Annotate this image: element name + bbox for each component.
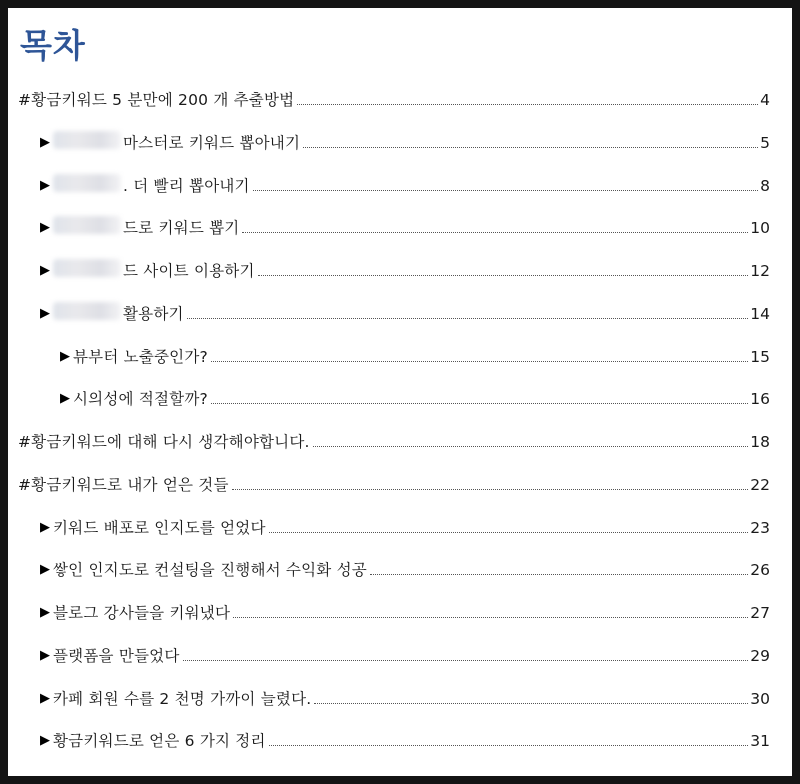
toc-page-number: 29 <box>750 646 770 665</box>
toc-entry[interactable] <box>8 84 792 110</box>
toc-entry-title: 키워드 배포로 인지도를 얻었다 <box>53 518 266 537</box>
toc-entry[interactable] <box>8 298 792 324</box>
dot-leader <box>233 617 748 618</box>
toc-page-number: 26 <box>750 561 770 580</box>
toc-entry[interactable] <box>8 212 792 238</box>
dot-leader <box>211 361 748 362</box>
toc-page-number: 27 <box>750 604 770 622</box>
toc-entry[interactable] <box>8 127 792 153</box>
toc-page-number: 16 <box>750 390 770 409</box>
toc-entry[interactable] <box>8 554 792 580</box>
toc-page-number: 22 <box>750 475 770 494</box>
dot-leader <box>269 532 749 533</box>
toc-entry-title: 드 사이트 이용하기 <box>123 262 255 280</box>
dot-leader <box>303 147 758 148</box>
toc-entry[interactable] <box>8 597 792 623</box>
triangle-bullet-icon: ▶ <box>40 733 50 749</box>
dot-leader <box>313 446 749 447</box>
toc-entry-title: 드로 키워드 뽑기 <box>123 219 240 238</box>
toc-entry[interactable] <box>8 469 792 495</box>
dot-leader <box>370 574 748 575</box>
toc-entry[interactable] <box>8 640 792 666</box>
toc-page-number: 31 <box>750 732 770 751</box>
redacted-text <box>53 302 121 320</box>
toc-entry[interactable] <box>8 383 792 409</box>
toc-entry-title: #황금키워드에 대해 다시 생각해야합니다. <box>18 433 310 451</box>
toc-entry-title: 뷰부터 노출중인가? <box>73 347 208 366</box>
toc-entry[interactable] <box>8 426 792 452</box>
toc-entry-title: #황금키워드 5 분만에 200 개 추출방법 <box>18 91 295 109</box>
triangle-bullet-icon: ▶ <box>40 605 50 620</box>
page-title: 목차 <box>20 26 86 65</box>
toc-page-number: 30 <box>750 689 770 708</box>
triangle-bullet-icon: ▶ <box>40 562 50 578</box>
toc-entry[interactable] <box>8 255 792 281</box>
dot-leader <box>258 275 749 276</box>
toc-entry-title: #황금키워드로 내가 얻은 것들 <box>18 475 229 494</box>
dot-leader <box>187 318 749 319</box>
triangle-bullet-icon: ▶ <box>60 391 70 407</box>
toc-entry-title: 시의성에 적절할까? <box>73 390 208 409</box>
triangle-bullet-icon: ▶ <box>40 690 50 706</box>
dot-leader <box>297 104 758 105</box>
toc-entry-title: 플랫폼을 만들었다 <box>53 646 180 665</box>
dot-leader <box>211 403 748 404</box>
triangle-bullet-icon: ▶ <box>40 177 50 193</box>
toc-entry-title: 카페 회원 수를 2 천명 가까이 늘렸다. <box>53 689 312 708</box>
triangle-bullet-icon: ▶ <box>40 519 50 535</box>
toc-page-number: 4 <box>760 91 770 109</box>
toc-entry[interactable] <box>8 341 792 367</box>
dot-leader <box>242 232 748 233</box>
dot-leader <box>232 489 749 490</box>
dot-leader <box>183 660 749 661</box>
triangle-bullet-icon: ▶ <box>60 348 70 364</box>
triangle-bullet-icon: ▶ <box>40 220 50 236</box>
toc-page-number: 5 <box>760 133 770 152</box>
toc-page-number: 10 <box>750 219 770 238</box>
toc-entry-title: . 더 빨리 뽑아내기 <box>123 176 250 195</box>
toc-entry[interactable] <box>8 683 792 709</box>
toc-entry-title: 황금키워드로 얻은 6 가지 정리 <box>53 732 266 751</box>
toc-page-number: 8 <box>760 176 770 195</box>
redacted-text <box>53 131 121 149</box>
toc-page-number: 15 <box>750 347 770 366</box>
document-page <box>8 8 792 776</box>
toc-entry-title: 활용하기 <box>123 304 184 323</box>
toc-entry[interactable] <box>8 725 792 751</box>
toc-entry-title: 마스터로 키워드 뽑아내기 <box>123 133 301 152</box>
triangle-bullet-icon: ▶ <box>40 263 50 278</box>
toc-entry[interactable] <box>8 512 792 538</box>
toc-page-number: 23 <box>750 518 770 537</box>
toc-page-number: 12 <box>750 262 770 280</box>
redacted-text <box>53 259 121 277</box>
triangle-bullet-icon: ▶ <box>40 305 50 321</box>
toc-entry-title: 블로그 강사들을 키워냈다 <box>53 604 231 622</box>
triangle-bullet-icon: ▶ <box>40 134 50 150</box>
dot-leader <box>314 703 748 704</box>
toc-list <box>8 8 792 776</box>
triangle-bullet-icon: ▶ <box>40 647 50 663</box>
dot-leader <box>269 745 749 746</box>
toc-page-number: 14 <box>750 304 770 323</box>
toc-entry-title: 쌓인 인지도로 컨설팅을 진행해서 수익화 성공 <box>53 561 367 580</box>
toc-entry[interactable] <box>8 170 792 196</box>
redacted-text <box>53 174 121 192</box>
redacted-text <box>53 216 121 234</box>
dot-leader <box>253 190 758 191</box>
toc-page-number: 18 <box>750 433 770 451</box>
